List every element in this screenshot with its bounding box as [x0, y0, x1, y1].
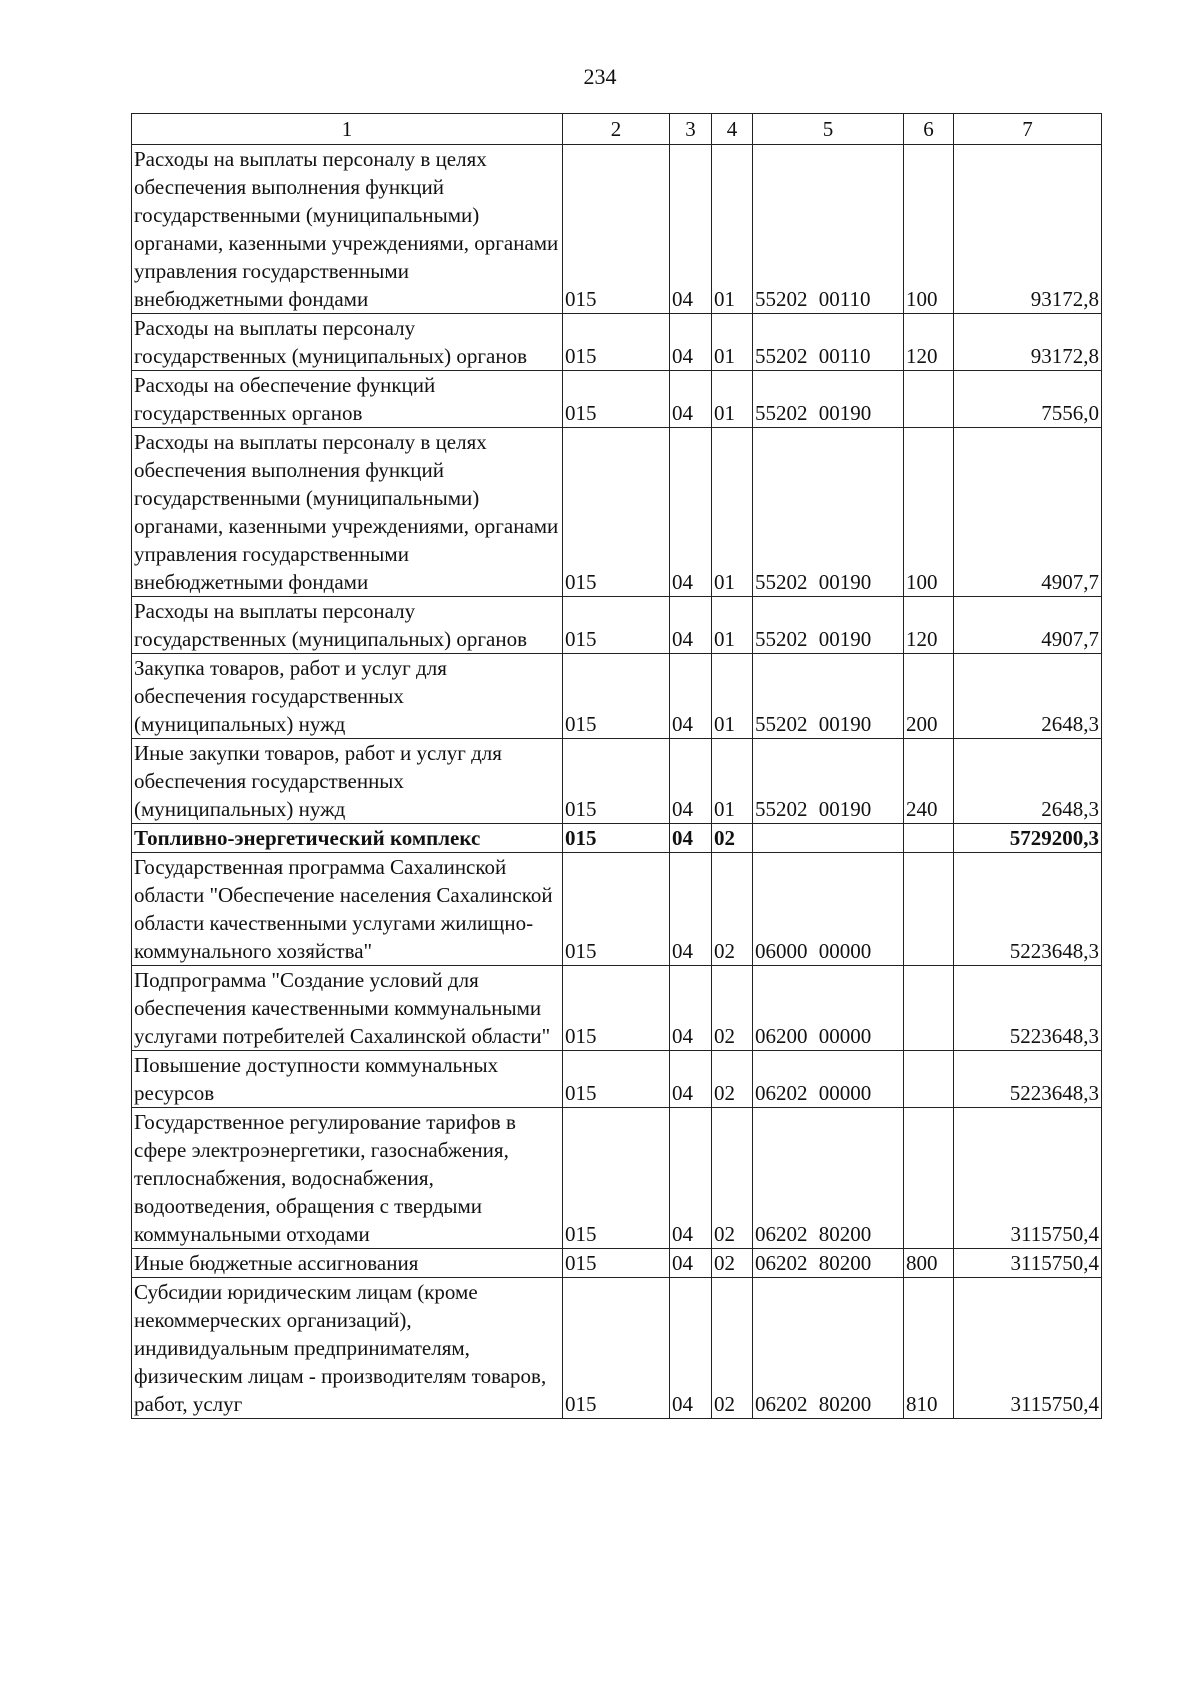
target-article-code: [753, 824, 904, 853]
target-article-code: 06200 00000: [753, 966, 904, 1051]
expense-type-code: [904, 1051, 954, 1108]
column-header: 5: [753, 114, 904, 145]
row-name: Расходы на выплаты персоналу в целях обеспечения выполнения функций государственными (муниципальными) органами, казенными учреждениями, органами управления государственными внебюджетными фондами: [132, 428, 563, 597]
subsection-code: 02: [712, 1108, 753, 1249]
table-row: [132, 314, 1102, 371]
row-name: Топливно-энергетический комплекс: [132, 824, 563, 853]
amount: 7556,0: [954, 371, 1102, 428]
section-code: 04: [670, 1051, 712, 1108]
expense-type-code: 120: [904, 314, 954, 371]
ministry-code: 015: [563, 371, 670, 428]
section-code: 04: [670, 739, 712, 824]
section-code: 04: [670, 1278, 712, 1419]
row-name: Иные бюджетные ассигнования: [132, 1249, 563, 1278]
table-row: [132, 739, 1102, 824]
column-header: 7: [954, 114, 1102, 145]
section-code: 04: [670, 145, 712, 314]
expense-type-code: 120: [904, 597, 954, 654]
expense-type-code: 100: [904, 145, 954, 314]
expense-type-code: [904, 1108, 954, 1249]
row-name: Иные закупки товаров, работ и услуг для обеспечения государственных (муниципальных) нужд: [132, 739, 563, 824]
target-article-code: 55202 00190: [753, 597, 904, 654]
table-row: [132, 1051, 1102, 1108]
ministry-code: 015: [563, 1249, 670, 1278]
amount: 5223648,3: [954, 966, 1102, 1051]
section-code: 04: [670, 371, 712, 428]
section-code: 04: [670, 853, 712, 966]
ministry-code: 015: [563, 739, 670, 824]
expense-type-code: [904, 371, 954, 428]
amount: 5223648,3: [954, 853, 1102, 966]
expense-type-code: 240: [904, 739, 954, 824]
amount: 3115750,4: [954, 1249, 1102, 1278]
expense-type-code: 200: [904, 654, 954, 739]
subsection-code: 02: [712, 824, 753, 853]
amount: 5223648,3: [954, 1051, 1102, 1108]
table-row: [132, 597, 1102, 654]
section-code: 04: [670, 314, 712, 371]
table-row: [132, 966, 1102, 1051]
subsection-code: 02: [712, 853, 753, 966]
target-article-code: 55202 00190: [753, 371, 904, 428]
subsection-code: 01: [712, 371, 753, 428]
amount: 3115750,4: [954, 1278, 1102, 1419]
row-name: Подпрограмма "Создание условий для обеспечения качественными коммунальными услугами потребителей Сахалинской области": [132, 966, 563, 1051]
ministry-code: 015: [563, 428, 670, 597]
target-article-code: 06202 80200: [753, 1108, 904, 1249]
table-row: [132, 1278, 1102, 1419]
target-article-code: 06202 80200: [753, 1249, 904, 1278]
table-row: [132, 428, 1102, 597]
section-code: 04: [670, 597, 712, 654]
table-row: [132, 1108, 1102, 1249]
section-code: 04: [670, 1249, 712, 1278]
row-name: Расходы на выплаты персоналу в целях обеспечения выполнения функций государственными (муниципальными) органами, казенными учреждениями, органами управления государственными внебюджетными фондами: [132, 145, 563, 314]
row-name: Расходы на выплаты персоналу государственных (муниципальных) органов: [132, 314, 563, 371]
amount: 93172,8: [954, 145, 1102, 314]
expense-type-code: 100: [904, 428, 954, 597]
table-row: [132, 853, 1102, 966]
section-code: 04: [670, 1108, 712, 1249]
expense-type-code: 810: [904, 1278, 954, 1419]
ministry-code: 015: [563, 853, 670, 966]
table-row: [132, 145, 1102, 314]
section-code: 04: [670, 824, 712, 853]
section-code: 04: [670, 654, 712, 739]
table-row: [132, 1249, 1102, 1278]
ministry-code: 015: [563, 824, 670, 853]
amount: 2648,3: [954, 739, 1102, 824]
subsection-code: 01: [712, 145, 753, 314]
ministry-code: 015: [563, 966, 670, 1051]
row-name: Государственное регулирование тарифов в сфере электроэнергетики, газоснабжения, теплоснабжения, водоснабжения, водоотведения, обращения с твердыми коммунальными отходами: [132, 1108, 563, 1249]
ministry-code: 015: [563, 1278, 670, 1419]
row-name: Расходы на выплаты персоналу государственных (муниципальных) органов: [132, 597, 563, 654]
amount: 4907,7: [954, 428, 1102, 597]
ministry-code: 015: [563, 314, 670, 371]
ministry-code: 015: [563, 1108, 670, 1249]
target-article-code: 06000 00000: [753, 853, 904, 966]
ministry-code: 015: [563, 1051, 670, 1108]
page-number: 234: [583, 64, 617, 89]
target-article-code: 06202 80200: [753, 1278, 904, 1419]
amount: 2648,3: [954, 654, 1102, 739]
subsection-code: 01: [712, 654, 753, 739]
expense-type-code: [904, 966, 954, 1051]
target-article-code: 55202 00190: [753, 739, 904, 824]
target-article-code: 55202 00190: [753, 654, 904, 739]
target-article-code: 55202 00110: [753, 145, 904, 314]
table-row: [132, 654, 1102, 739]
subsection-code: 01: [712, 597, 753, 654]
target-article-code: 55202 00110: [753, 314, 904, 371]
table-row: [132, 371, 1102, 428]
subsection-code: 02: [712, 1249, 753, 1278]
section-code: 04: [670, 966, 712, 1051]
expense-type-code: 800: [904, 1249, 954, 1278]
column-header: 3: [670, 114, 712, 145]
expense-type-code: [904, 824, 954, 853]
ministry-code: 015: [563, 597, 670, 654]
row-name: Закупка товаров, работ и услуг для обеспечения государственных (муниципальных) нужд: [132, 654, 563, 739]
amount: 3115750,4: [954, 1108, 1102, 1249]
column-header: 4: [712, 114, 753, 145]
amount: 4907,7: [954, 597, 1102, 654]
section-code: 04: [670, 428, 712, 597]
subsection-code: 02: [712, 966, 753, 1051]
subsection-code: 02: [712, 1278, 753, 1419]
subsection-code: 01: [712, 739, 753, 824]
ministry-code: 015: [563, 654, 670, 739]
row-name: Расходы на обеспечение функций государственных органов: [132, 371, 563, 428]
column-header: 2: [563, 114, 670, 145]
amount: 93172,8: [954, 314, 1102, 371]
subsection-code: 01: [712, 428, 753, 597]
target-article-code: 06202 00000: [753, 1051, 904, 1108]
table-row: [132, 824, 1102, 853]
column-header: 1: [132, 114, 563, 145]
subsection-code: 01: [712, 314, 753, 371]
ministry-code: 015: [563, 145, 670, 314]
row-name: Субсидии юридическим лицам (кроме некоммерческих организаций), индивидуальным предпринимателям, физическим лицам - производителям товаров, работ, услуг: [132, 1278, 563, 1419]
column-header: 6: [904, 114, 954, 145]
amount: 5729200,3: [954, 824, 1102, 853]
expense-type-code: [904, 853, 954, 966]
row-name: Государственная программа Сахалинской области "Обеспечение населения Сахалинской области качественными услугами жилищно-коммунального хозяйства": [132, 853, 563, 966]
header-row: [132, 114, 1102, 145]
subsection-code: 02: [712, 1051, 753, 1108]
budget-table: [131, 113, 1102, 1419]
row-name: Повышение доступности коммунальных ресурсов: [132, 1051, 563, 1108]
target-article-code: 55202 00190: [753, 428, 904, 597]
